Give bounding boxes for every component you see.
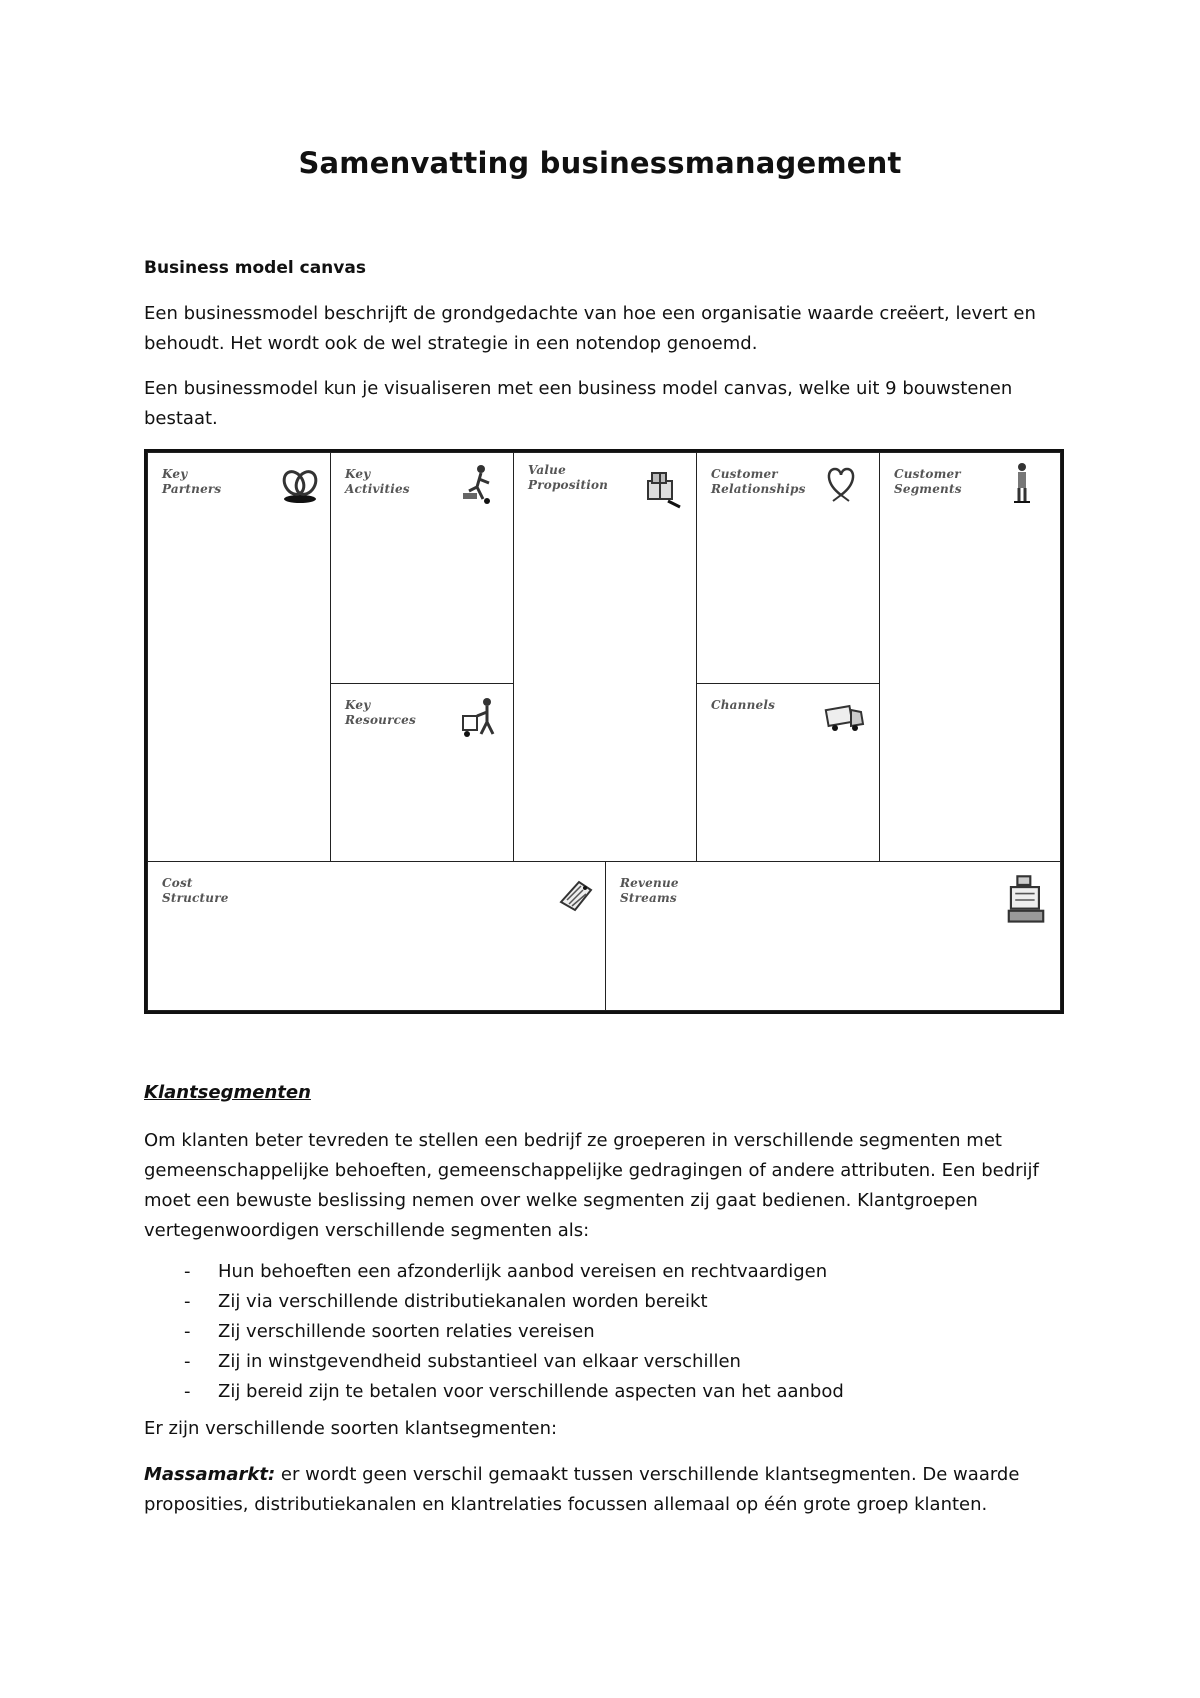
types-intro: Er zijn verschillende soorten klantsegmenten: <box>144 1418 558 1439</box>
block-label: Revenue Streams <box>620 876 679 905</box>
block-value-proposition <box>513 452 697 862</box>
segment-criteria-list <box>144 1257 1064 1407</box>
list-item: - Zij in winstgevendheid substantieel van elkaar verschillen <box>144 1347 1064 1377</box>
chain-link-icon <box>278 463 322 507</box>
block-customer-relationships <box>696 452 880 684</box>
block-customer-segments <box>879 452 1061 862</box>
worker-icon <box>457 461 501 505</box>
block-label: Customer Relationships <box>711 467 806 496</box>
list-item: - Hun behoeften een afzonderlijk aanbod vereisen en rechtvaardigen <box>144 1257 1064 1287</box>
list-item: - Zij bereid zijn te betalen voor verschillende aspecten van het aanbod <box>144 1377 1064 1407</box>
list-item: - Zij verschillende soorten relaties vereisen <box>144 1317 1064 1347</box>
gift-icon <box>640 465 684 509</box>
section-heading: Business model canvas <box>144 258 366 278</box>
bullet-marker: - <box>184 1381 191 1402</box>
block-key-resources <box>330 683 514 862</box>
intro-paragraph-2: Een businessmodel kun je visualiseren met een business model canvas, welke uit 9 bouwstenen bestaat. <box>144 378 1013 429</box>
massamarkt-text: er wordt geen verschil gemaakt tussen verschillende klantsegmenten. De waarde proposities, distributiekanalen en klantrelaties focussen allemaal op één grote groep klanten. <box>144 1464 1020 1515</box>
intro-paragraph-1: Een businessmodel beschrijft de grondgedachte van hoe een organisatie waarde creëert, levert en behoudt. Het wordt ook de wel strategie in een notendop genoemd. <box>144 303 1036 354</box>
klantsegmenten-heading: Klantsegmenten <box>144 1082 311 1103</box>
bullet-marker: - <box>184 1351 191 1372</box>
block-key-partners <box>147 452 331 862</box>
klantsegmenten-paragraph: Om klanten beter tevreden te stellen een bedrijf ze groeperen in verschillende segmenten met gemeenschappelijke behoeften, gemeenschappelijke gedragingen of andere attributen. Een bedrijf moet een bewuste beslissing nemen over welke segmenten zij gaat bedienen. Klantgroepen vertegenwoordigen verschillende segmenten als: <box>144 1130 1039 1241</box>
list-item: - Zij via verschillende distributiekanalen worden bereikt <box>144 1287 1064 1317</box>
block-label: Key Activities <box>345 467 410 496</box>
block-label: Channels <box>711 698 776 712</box>
block-channels <box>696 683 880 862</box>
block-label: Key Partners <box>162 467 222 496</box>
forklift-worker-icon <box>457 694 501 738</box>
block-label: Customer Segments <box>894 467 962 496</box>
person-icon <box>1000 461 1044 505</box>
truck-icon <box>823 694 867 738</box>
block-label: Cost Structure <box>162 876 229 905</box>
cash-register-icon <box>1002 872 1050 928</box>
massamarkt-paragraph <box>144 1460 1064 1520</box>
bullet-marker: - <box>184 1261 191 1282</box>
massamarkt-term: Massamarkt: <box>144 1464 276 1485</box>
bullet-marker: - <box>184 1321 191 1342</box>
block-label: Value Proposition <box>528 463 609 492</box>
price-tag-icon <box>553 872 597 916</box>
page-title: Samenvatting businessmanagement <box>298 146 902 180</box>
business-model-canvas <box>144 449 1064 1014</box>
heart-icon <box>819 461 863 505</box>
block-label: Key Resources <box>345 698 416 727</box>
block-revenue-streams <box>605 861 1061 1011</box>
bullet-marker: - <box>184 1291 191 1312</box>
block-key-activities <box>330 452 514 684</box>
block-cost-structure <box>147 861 606 1011</box>
